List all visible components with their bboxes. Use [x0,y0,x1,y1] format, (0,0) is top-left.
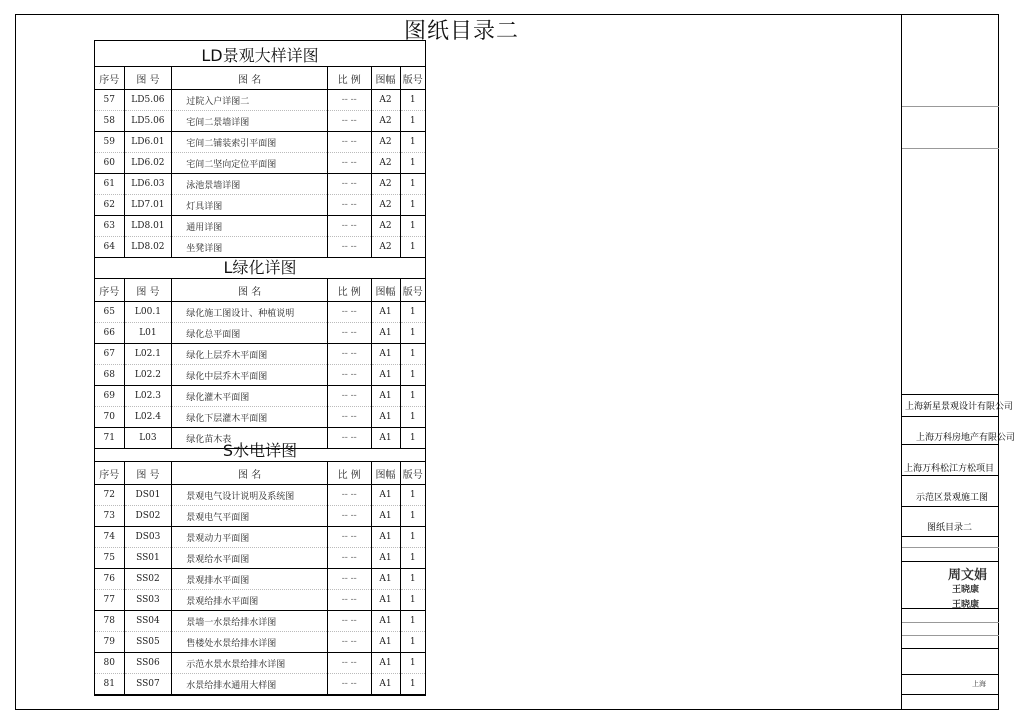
table-row [95,611,425,632]
cell-code: SS06 [124,653,172,674]
cell-scale: -- -- [327,90,371,111]
cell-no: 78 [95,611,124,632]
cell-code: LD8.01 [124,216,172,237]
subproject-name: 示范区景观施工图 [916,493,989,503]
cell-size: A2 [371,153,400,174]
drawing-table [95,278,425,449]
cell-rev: 1 [400,548,425,569]
cell-no: 63 [95,216,124,237]
cell-code: L02.1 [124,344,172,365]
cell-code: DS01 [124,485,172,506]
cell-scale: -- -- [327,344,371,365]
cell-name: 宅间二铺装索引平面图 [172,132,328,153]
cell-rev: 1 [400,111,425,132]
cell-size: A1 [371,428,400,449]
header-rev: 版号 [400,462,425,485]
cell-code: L01 [124,323,172,344]
cell-name: 景观电气设计说明及系统图 [172,485,328,506]
header-code: 图 号 [124,462,172,485]
table-header-row [95,67,425,90]
cell-no: 69 [95,386,124,407]
cell-name: 景观给水平面图 [172,548,328,569]
section-title: L绿化详图 [223,258,297,277]
table-row [95,407,425,428]
cell-scale: -- -- [327,611,371,632]
header-rev: 版号 [400,67,425,90]
section-title: S水电详图 [222,441,298,460]
cell-rev: 1 [400,569,425,590]
header-size: 图幅 [371,462,400,485]
cell-no: 72 [95,485,124,506]
cell-size: A1 [371,527,400,548]
cell-code: LD6.02 [124,153,172,174]
cell-name: 示范水景水景给排水详图 [172,653,328,674]
cell-name: 通用详图 [172,216,328,237]
cell-name: 绿化上层乔木平面图 [172,344,328,365]
cell-name: 泳池景墙详图 [172,174,328,195]
table-row [95,590,425,611]
header-code: 图 号 [124,279,172,302]
cell-scale: -- -- [327,365,371,386]
cell-no: 74 [95,527,124,548]
cell-no: 71 [95,428,124,449]
cell-code: L02.2 [124,365,172,386]
cell-name: 景观电气平面图 [172,506,328,527]
cell-no: 60 [95,153,124,174]
location: 上海 [972,680,986,688]
cell-code: SS05 [124,632,172,653]
cell-code: SS01 [124,548,172,569]
cell-no: 80 [95,653,124,674]
cell-code: LD7.01 [124,195,172,216]
cell-name: 绿化苗木表 [172,428,328,449]
table-row [95,485,425,506]
cell-size: A1 [371,344,400,365]
cell-code: SS04 [124,611,172,632]
cell-rev: 1 [400,527,425,548]
section-title: LD景观大样详图 [201,46,319,65]
cell-no: 67 [95,344,124,365]
cell-rev: 1 [400,153,425,174]
cell-no: 79 [95,632,124,653]
table-row [95,323,425,344]
cell-no: 68 [95,365,124,386]
cell-size: A1 [371,485,400,506]
cell-size: A1 [371,569,400,590]
table-row [95,527,425,548]
cell-name: 绿化总平面图 [172,323,328,344]
cell-size: A2 [371,111,400,132]
cell-size: A1 [371,506,400,527]
cell-no: 57 [95,90,124,111]
cell-scale: -- -- [327,674,371,695]
table-row [95,302,425,323]
cell-rev: 1 [400,590,425,611]
table-row [95,569,425,590]
cell-name: 过院入户详图二 [172,90,328,111]
cell-no: 77 [95,590,124,611]
cell-rev: 1 [400,506,425,527]
cell-scale: -- -- [327,548,371,569]
cell-code: DS02 [124,506,172,527]
cell-code: LD6.03 [124,174,172,195]
cell-name: 景观给排水平面图 [172,590,328,611]
cell-name: 坐凳详图 [172,237,328,258]
table-row [95,153,425,174]
table-row [95,174,425,195]
header-name: 图 名 [172,67,328,90]
cell-no: 66 [95,323,124,344]
cell-rev: 1 [400,407,425,428]
cell-size: A2 [371,132,400,153]
cell-rev: 1 [400,386,425,407]
header-size: 图幅 [371,67,400,90]
cell-size: A2 [371,237,400,258]
client-name: 上海万科房地产有限公司 [916,433,1016,443]
header-rev: 版号 [400,279,425,302]
cell-scale: -- -- [327,195,371,216]
cell-rev: 1 [400,132,425,153]
cell-size: A2 [371,216,400,237]
cell-name: 景墙一水景给排水详图 [172,611,328,632]
cell-scale: -- -- [327,569,371,590]
cell-code: L02.4 [124,407,172,428]
cell-scale: -- -- [327,632,371,653]
cell-scale: -- -- [327,174,371,195]
cell-scale: -- -- [327,506,371,527]
signature-2: 王晓康 [952,585,980,595]
drawing-list-sheet [94,40,426,696]
cell-size: A1 [371,302,400,323]
cell-size: A2 [371,90,400,111]
cell-scale: -- -- [327,653,371,674]
cell-rev: 1 [400,174,425,195]
table-header-row [95,279,425,302]
project-name: 上海万科松江方松项目 [904,464,995,474]
header-no: 序号 [95,279,124,302]
cell-name: 宅间二坚向定位平面图 [172,153,328,174]
cell-no: 58 [95,111,124,132]
cell-no: 75 [95,548,124,569]
header-size: 图幅 [371,279,400,302]
cell-name: 绿化中层乔木平面图 [172,365,328,386]
table-row [95,653,425,674]
cell-size: A1 [371,590,400,611]
cell-rev: 1 [400,611,425,632]
cell-scale: -- -- [327,590,371,611]
table-row [95,216,425,237]
header-scale: 比 例 [327,279,371,302]
cell-scale: -- -- [327,407,371,428]
designer-company: 上海新星景观设计有限公司 [905,402,1014,412]
header-scale: 比 例 [327,462,371,485]
cell-name: 水景给排水通用大样图 [172,674,328,695]
cell-rev: 1 [400,674,425,695]
cell-rev: 1 [400,632,425,653]
cell-no: 70 [95,407,124,428]
cell-scale: -- -- [327,132,371,153]
cell-code: LD5.06 [124,90,172,111]
cell-size: A1 [371,365,400,386]
cell-rev: 1 [400,653,425,674]
cell-rev: 1 [400,90,425,111]
cell-name: 景观动力平面图 [172,527,328,548]
cell-scale: -- -- [327,323,371,344]
drawing-table [95,461,425,695]
cell-code: L00.1 [124,302,172,323]
cell-no: 62 [95,195,124,216]
table-row [95,111,425,132]
title-block [901,14,1016,710]
header-name: 图 名 [172,279,328,302]
cell-scale: -- -- [327,237,371,258]
cell-rev: 1 [400,365,425,386]
cell-scale: -- -- [327,428,371,449]
page-title: 图纸目录二 [404,19,520,44]
cell-name: 景观排水平面图 [172,569,328,590]
cell-size: A1 [371,323,400,344]
table-row [95,195,425,216]
drawing-name: 图纸目录二 [927,523,973,533]
header-no: 序号 [95,67,124,90]
cell-size: A1 [371,407,400,428]
cell-size: A1 [371,632,400,653]
cell-size: A1 [371,653,400,674]
cell-rev: 1 [400,237,425,258]
cell-code: LD8.02 [124,237,172,258]
cell-code: SS07 [124,674,172,695]
cell-size: A2 [371,174,400,195]
cell-scale: -- -- [327,111,371,132]
cell-scale: -- -- [327,527,371,548]
cell-no: 59 [95,132,124,153]
table-row [95,674,425,695]
cell-size: A2 [371,195,400,216]
cell-scale: -- -- [327,153,371,174]
header-code: 图 号 [124,67,172,90]
cell-code: L03 [124,428,172,449]
cell-name: 灯具详图 [172,195,328,216]
cell-name: 宅间二景墙详图 [172,111,328,132]
cell-no: 65 [95,302,124,323]
table-row [95,632,425,653]
cell-no: 64 [95,237,124,258]
cell-no: 61 [95,174,124,195]
table-row [95,365,425,386]
cell-rev: 1 [400,216,425,237]
cell-name: 绿化下层灌木平面图 [172,407,328,428]
cell-rev: 1 [400,485,425,506]
cell-scale: -- -- [327,485,371,506]
cell-no: 73 [95,506,124,527]
drawing-table [95,66,425,258]
cell-rev: 1 [400,428,425,449]
cell-rev: 1 [400,302,425,323]
cell-rev: 1 [400,344,425,365]
table-row [95,386,425,407]
cell-code: SS03 [124,590,172,611]
signature-1: 周文娟 [948,568,988,583]
table-row [95,132,425,153]
cell-code: LD5.06 [124,111,172,132]
cell-rev: 1 [400,195,425,216]
cell-code: DS03 [124,527,172,548]
cell-code: SS02 [124,569,172,590]
cell-scale: -- -- [327,216,371,237]
table-row [95,344,425,365]
cell-size: A1 [371,548,400,569]
cell-code: L02.3 [124,386,172,407]
table-row [95,506,425,527]
cell-no: 76 [95,569,124,590]
header-no: 序号 [95,462,124,485]
cell-name: 绿化灌木平面图 [172,386,328,407]
cell-rev: 1 [400,323,425,344]
cell-scale: -- -- [327,386,371,407]
cell-name: 绿化施工图设计、种植说明 [172,302,328,323]
cell-no: 81 [95,674,124,695]
signature-3: 王晓康 [952,600,980,610]
cell-code: LD6.01 [124,132,172,153]
table-row [95,548,425,569]
cell-scale: -- -- [327,302,371,323]
cell-name: 售楼处水景给排水详图 [172,632,328,653]
table-row [95,90,425,111]
cell-size: A1 [371,386,400,407]
header-name: 图 名 [172,462,328,485]
table-header-row [95,462,425,485]
cell-size: A1 [371,674,400,695]
cell-size: A1 [371,611,400,632]
header-scale: 比 例 [327,67,371,90]
